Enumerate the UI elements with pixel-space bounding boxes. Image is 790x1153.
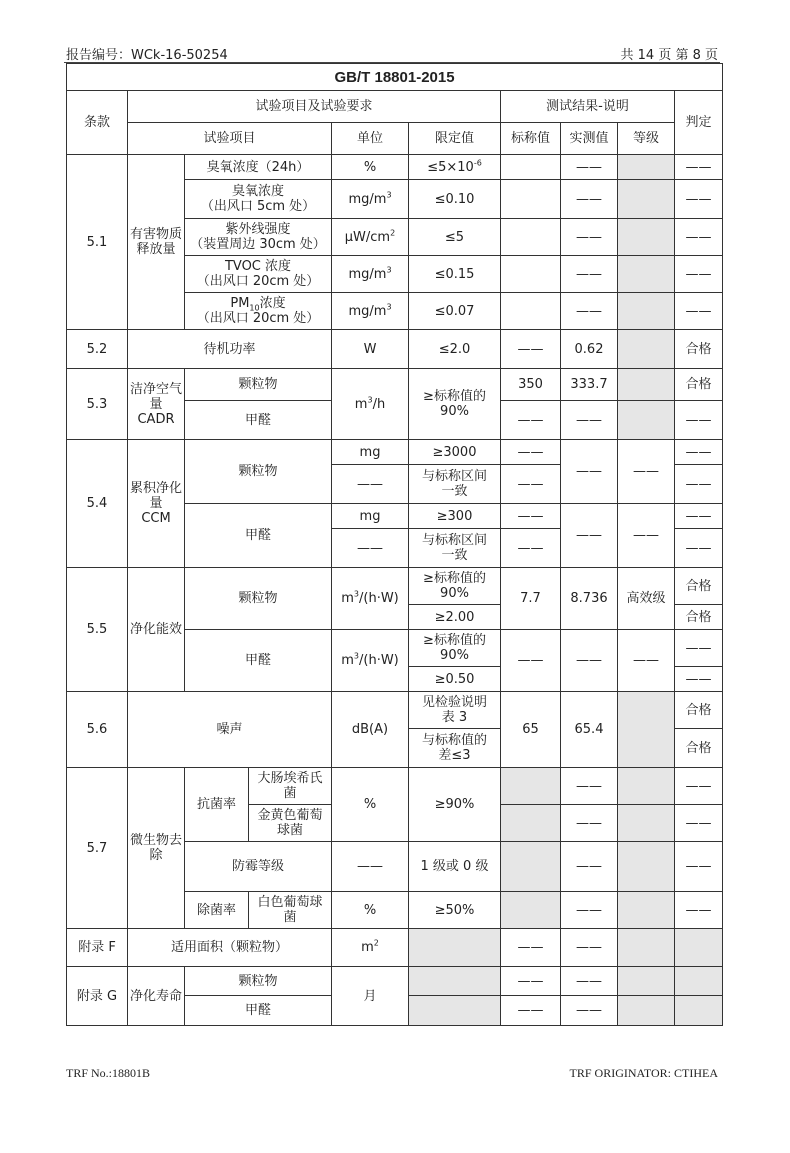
table-row [67, 568, 723, 605]
measured-cell: —— [561, 842, 618, 892]
header-limit: 限定值 [409, 123, 501, 155]
table-row [67, 929, 723, 967]
unit-cell: 月 [332, 967, 409, 1026]
report-number: 报告编号：WCk-16-50254 [66, 48, 228, 63]
measured-cell: —— [561, 256, 618, 293]
header-measured: 实测值 [561, 123, 618, 155]
unit-cell: $m^3/h$ [332, 369, 409, 440]
group-ccm: 累积净化量 CCM [128, 440, 185, 568]
clause-5-4: 5.4 [67, 440, 128, 568]
clause-5-2: 5.2 [67, 330, 128, 369]
nominal-cell: —— [501, 465, 561, 504]
header-unit: 单位 [332, 123, 409, 155]
clause-appendix-f: 附录 F [67, 929, 128, 967]
measured-cell: —— [561, 180, 618, 219]
verdict-cell: —— [675, 805, 723, 842]
measured-cell: —— [561, 630, 618, 692]
limit-cell: ≤5 [409, 219, 501, 256]
nominal-cell: —— [501, 996, 561, 1026]
item-uv-intensity: 紫外线强度 （装置周边 30cm 处） [185, 219, 332, 256]
clause-appendix-g: 附录 G [67, 967, 128, 1026]
verdict-cell: —— [675, 768, 723, 805]
page-info: 共 14 页 第 8 页 [620, 48, 718, 63]
measured-cell: 8.736 [561, 568, 618, 630]
nominal-cell: —— [501, 929, 561, 967]
grade-cell: —— [618, 440, 675, 504]
verdict-cell: 合格 [675, 568, 723, 605]
item-pm10: $PM_{10}$浓度 （出风口 20cm 处） [185, 293, 332, 330]
item-formaldehyde: 甲醛 [185, 630, 332, 692]
limit-cell: ≥2.00 [409, 605, 501, 630]
unit-cell: dB(A) [332, 692, 409, 768]
verdict-cell: —— [675, 630, 723, 667]
limit-cell: ≥标称值的 90% [409, 568, 501, 605]
item-staph: 金黄色葡萄 球菌 [249, 805, 332, 842]
unit-cell: $m^3/(h\cdot W)$ [332, 630, 409, 692]
clause-5-5: 5.5 [67, 568, 128, 692]
verdict-cell: —— [675, 842, 723, 892]
grade-cell: —— [618, 630, 675, 692]
clause-5-6: 5.6 [67, 692, 128, 768]
verdict-cell: 合格 [675, 605, 723, 630]
limit-cell: ≤0.15 [409, 256, 501, 293]
item-noise: 噪声 [128, 692, 332, 768]
unit-cell: —— [332, 842, 409, 892]
limit-cell: ≥90% [409, 768, 501, 842]
verdict-cell: —— [675, 180, 723, 219]
limit-cell: ≥0.50 [409, 667, 501, 692]
measured-cell: —— [561, 805, 618, 842]
unit-cell: —— [332, 465, 409, 504]
nominal-cell: 350 [501, 369, 561, 401]
limit-cell: ≤0.07 [409, 293, 501, 330]
measured-cell: —— [561, 929, 618, 967]
group-harmful-release: 有害物质释放量 [128, 155, 185, 330]
header-grade: 等级 [618, 123, 675, 155]
nominal-cell: 65 [501, 692, 561, 768]
group-efficiency: 净化能效 [128, 568, 185, 692]
unit-cell: $\mu W/cm^2$ [332, 219, 409, 256]
header-item: 试验项目 [128, 123, 332, 155]
verdict-cell: —— [675, 256, 723, 293]
item-ozone-24h: 臭氧浓度（24h） [185, 155, 332, 180]
limit-cell: 与标称值的 差≤3 [409, 729, 501, 768]
measured-cell: —— [561, 155, 618, 180]
unit-cell: $mg/m^3$ [332, 293, 409, 330]
verdict-cell: 合格 [675, 369, 723, 401]
item-mold-grade: 防霉等级 [185, 842, 332, 892]
header-clause: 条款 [67, 91, 128, 155]
measured-cell: 333.7 [561, 369, 618, 401]
item-antibacterial-rate: 抗菌率 [185, 768, 249, 842]
verdict-cell: —— [675, 892, 723, 929]
verdict-cell: —— [675, 504, 723, 529]
item-particles: 颗粒物 [185, 369, 332, 401]
verdict-cell: 合格 [675, 692, 723, 729]
limit-cell: $\le 5\times 10^{-6}$ [409, 155, 501, 180]
verdict-cell: —— [675, 529, 723, 568]
limit-cell: ≥标称值的 90% [409, 630, 501, 667]
item-particles: 颗粒物 [185, 568, 332, 630]
grade-cell: 高效级 [618, 568, 675, 630]
header-items-requirements: 试验项目及试验要求 [128, 91, 501, 123]
nominal-cell: —— [501, 967, 561, 996]
clause-5-1: 5.1 [67, 155, 128, 330]
unit-cell: W [332, 330, 409, 369]
measured-cell: —— [561, 996, 618, 1026]
verdict-cell: —— [675, 465, 723, 504]
item-removal-rate: 除菌率 [185, 892, 249, 929]
measured-cell: —— [561, 293, 618, 330]
table-row [67, 155, 723, 180]
item-applicable-area: 适用面积（颗粒物） [128, 929, 332, 967]
unit-cell: mg [332, 440, 409, 465]
verdict-cell: —— [675, 440, 723, 465]
grade-cell: —— [618, 504, 675, 568]
unit-cell: $mg/m^3$ [332, 256, 409, 293]
nominal-cell: 7.7 [501, 568, 561, 630]
header-nominal: 标称值 [501, 123, 561, 155]
limit-cell: ≥50% [409, 892, 501, 929]
item-formaldehyde: 甲醛 [185, 996, 332, 1026]
measured-cell: 65.4 [561, 692, 618, 768]
unit-cell: % [332, 892, 409, 929]
table-row [67, 692, 723, 729]
measured-cell: 0.62 [561, 330, 618, 369]
group-microbe-removal: 微生物去除 [128, 768, 185, 929]
limit-cell: ≥标称值的 90% [409, 369, 501, 440]
table-row [67, 440, 723, 465]
unit-cell: % [332, 768, 409, 842]
limit-cell: ≥3000 [409, 440, 501, 465]
nominal-cell: —— [501, 630, 561, 692]
limit-cell: ≤2.0 [409, 330, 501, 369]
nominal-cell: —— [501, 529, 561, 568]
table-title: GB/T 18801-2015 [67, 64, 723, 91]
item-standby-power: 待机功率 [128, 330, 332, 369]
group-service-life: 净化寿命 [128, 967, 185, 1026]
limit-cell: 见检验说明 表 3 [409, 692, 501, 729]
nominal-cell: —— [501, 401, 561, 440]
nominal-cell: —— [501, 440, 561, 465]
table-row [67, 768, 723, 805]
measured-cell: —— [561, 401, 618, 440]
limit-cell: 与标称区间 一致 [409, 529, 501, 568]
item-tvoc: TVOC 浓度 （出风口 20cm 处） [185, 256, 332, 293]
unit-cell: $mg/m^3$ [332, 180, 409, 219]
item-particles: 颗粒物 [185, 967, 332, 996]
header-verdict: 判定 [675, 91, 723, 155]
item-formaldehyde: 甲醛 [185, 401, 332, 440]
measured-cell: —— [561, 219, 618, 256]
test-results-table [66, 63, 723, 1026]
limit-cell: 1 级或 0 级 [409, 842, 501, 892]
clause-5-3: 5.3 [67, 369, 128, 440]
unit-cell: $m^2$ [332, 929, 409, 967]
group-cadr: 洁净空气量 CADR [128, 369, 185, 440]
item-ecoli: 大肠埃希氏 菌 [249, 768, 332, 805]
measured-cell: —— [561, 967, 618, 996]
measured-cell: —— [561, 440, 618, 504]
unit-cell: mg [332, 504, 409, 529]
footer-trf-number: TRF No.:18801B [66, 1066, 151, 1080]
table-row [67, 967, 723, 996]
verdict-cell: —— [675, 401, 723, 440]
item-candida: 白色葡萄球 菌 [249, 892, 332, 929]
nominal-cell: —— [501, 330, 561, 369]
unit-cell: % [332, 155, 409, 180]
footer-trf-originator: TRF ORIGINATOR: CTIHEA [569, 1066, 718, 1080]
nominal-cell: —— [501, 504, 561, 529]
verdict-cell: —— [675, 667, 723, 692]
clause-5-7: 5.7 [67, 768, 128, 929]
verdict-cell: —— [675, 219, 723, 256]
unit-cell: $m^3/(h\cdot W)$ [332, 568, 409, 630]
verdict-cell: —— [675, 293, 723, 330]
item-ozone-outlet: 臭氧浓度 （出风口 5cm 处） [185, 180, 332, 219]
verdict-cell: 合格 [675, 330, 723, 369]
header-results: 测试结果-说明 [501, 91, 675, 123]
unit-cell: —— [332, 529, 409, 568]
measured-cell: —— [561, 504, 618, 568]
table-row [67, 369, 723, 401]
measured-cell: —— [561, 768, 618, 805]
measured-cell: —— [561, 892, 618, 929]
verdict-cell: —— [675, 155, 723, 180]
item-particles: 颗粒物 [185, 440, 332, 504]
verdict-cell: 合格 [675, 729, 723, 768]
table-row [67, 330, 723, 369]
limit-cell: ≤0.10 [409, 180, 501, 219]
limit-cell: 与标称区间 一致 [409, 465, 501, 504]
item-formaldehyde: 甲醛 [185, 504, 332, 568]
limit-cell: ≥300 [409, 504, 501, 529]
